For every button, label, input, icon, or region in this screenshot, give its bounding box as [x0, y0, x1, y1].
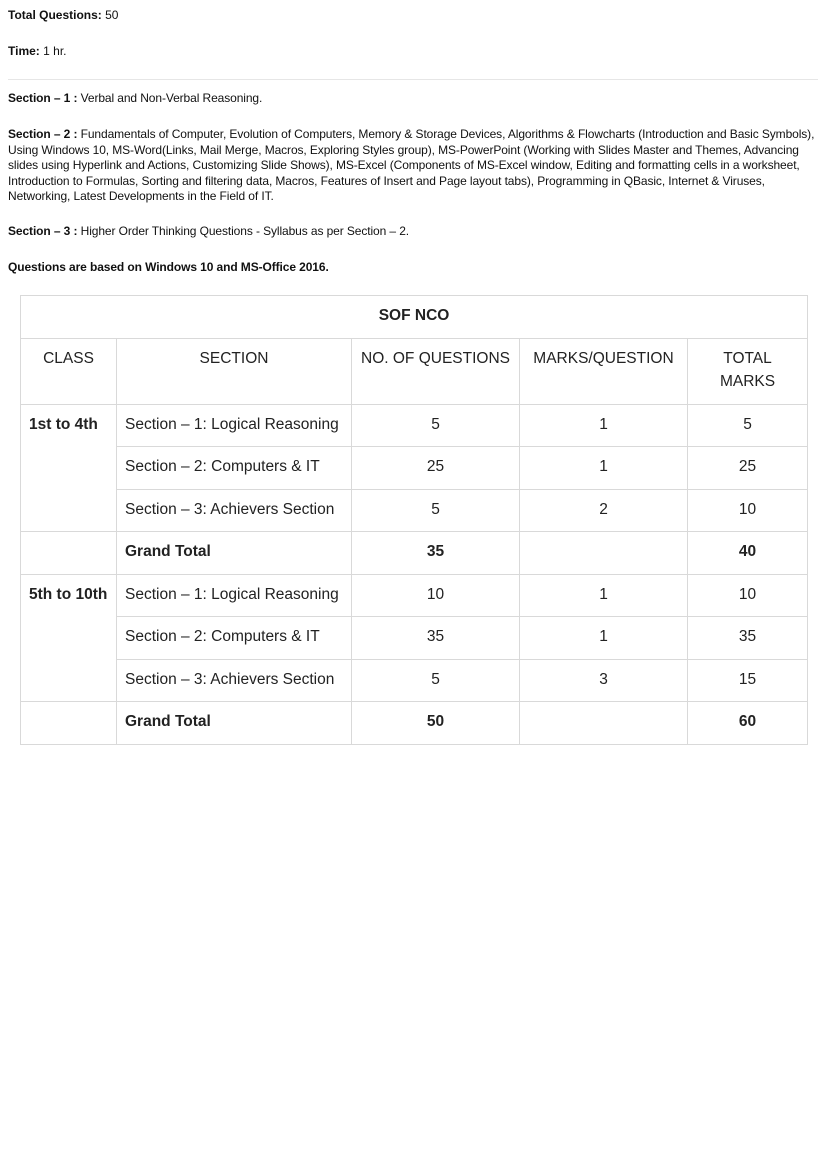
total-cell: 35 [688, 617, 808, 660]
section-2-label: Section – 2 : [8, 127, 78, 141]
table-row [21, 447, 808, 490]
marks-cell: 2 [520, 489, 688, 532]
table-row [21, 489, 808, 532]
section-3-label: Section – 3 : [8, 224, 78, 238]
questions-cell: 25 [352, 447, 520, 490]
section-cell: Section – 2: Computers & IT [117, 447, 352, 490]
total-cell: 25 [688, 447, 808, 490]
section-cell: Section – 2: Computers & IT [117, 617, 352, 660]
divider [8, 79, 818, 80]
section-cell: Section – 3: Achievers Section [117, 489, 352, 532]
platform-note-text: Questions are based on Windows 10 and MS-Office 2016. [8, 260, 329, 274]
marks-cell: 1 [520, 617, 688, 660]
marks-cell: 1 [520, 574, 688, 617]
time-value: 1 hr. [43, 44, 67, 58]
questions-cell: 5 [352, 659, 520, 702]
grand-total-questions: 50 [352, 702, 520, 745]
total-cell: 10 [688, 489, 808, 532]
marks-cell: 1 [520, 404, 688, 447]
table-row [21, 574, 808, 617]
section-2-text: Fundamentals of Computer, Evolution of Computers, Memory & Storage Devices, Algorithms & Flowcharts (Introduction and Basic Symbols), Using Windows 10, MS-Word(Links, Mail Merge, Macros, Exploring Styles group), MS-PowerPoint (Working with Slides Master and Themes, Advancing slides using Hyperlink and Actions, Customizing Slide Shows), MS-Excel (Components of MS-Excel window, Editing and formatting cells in a worksheet, Introduction to Formulas, Sorting and filtering data, Macros, Features of Insert and Page layout tabs), Programming in QBasic, Internet & Viruses, Networking, Latest Developments in the Field of IT. [8, 127, 815, 204]
table-row [21, 617, 808, 660]
grand-total-marks: 60 [688, 702, 808, 745]
empty-cell [520, 532, 688, 575]
table-header-row [21, 338, 808, 404]
grand-total-row [21, 532, 808, 575]
section-2-description [8, 127, 820, 205]
table-title-row [21, 296, 808, 339]
questions-cell: 35 [352, 617, 520, 660]
total-cell: 10 [688, 574, 808, 617]
total-questions-value: 50 [105, 8, 119, 22]
header-class: CLASS [21, 338, 117, 404]
header-section: SECTION [117, 338, 352, 404]
marking-scheme-table [20, 295, 808, 745]
class-cell: 5th to 10th [21, 574, 117, 702]
empty-cell [21, 532, 117, 575]
questions-cell: 5 [352, 489, 520, 532]
total-questions-label: Total Questions: [8, 8, 102, 22]
section-3-description [8, 224, 820, 240]
section-cell: Section – 1: Logical Reasoning [117, 404, 352, 447]
header-no-of-questions: NO. OF QUESTIONS [352, 338, 520, 404]
total-cell: 15 [688, 659, 808, 702]
empty-cell [21, 702, 117, 745]
empty-cell [520, 702, 688, 745]
time-line [8, 44, 67, 59]
grand-total-questions: 35 [352, 532, 520, 575]
section-cell: Section – 1: Logical Reasoning [117, 574, 352, 617]
section-1-description [8, 91, 820, 107]
section-1-label: Section – 1 : [8, 91, 78, 105]
grand-total-label: Grand Total [117, 702, 352, 745]
platform-note [8, 260, 820, 276]
total-questions-line [8, 8, 118, 23]
header-marks-per-question: MARKS/QUESTION [520, 338, 688, 404]
marks-cell: 1 [520, 447, 688, 490]
section-1-text: Verbal and Non-Verbal Reasoning. [80, 91, 263, 105]
total-cell: 5 [688, 404, 808, 447]
questions-cell: 10 [352, 574, 520, 617]
section-3-text: Higher Order Thinking Questions - Syllabus as per Section – 2. [80, 224, 410, 238]
questions-cell: 5 [352, 404, 520, 447]
section-cell: Section – 3: Achievers Section [117, 659, 352, 702]
time-label: Time: [8, 44, 40, 58]
table-row [21, 404, 808, 447]
grand-total-row [21, 702, 808, 745]
header-total-marks: TOTAL MARKS [688, 338, 808, 404]
table-row [21, 659, 808, 702]
grand-total-marks: 40 [688, 532, 808, 575]
class-cell: 1st to 4th [21, 404, 117, 532]
grand-total-label: Grand Total [117, 532, 352, 575]
marks-cell: 3 [520, 659, 688, 702]
table-title: SOF NCO [21, 296, 808, 339]
